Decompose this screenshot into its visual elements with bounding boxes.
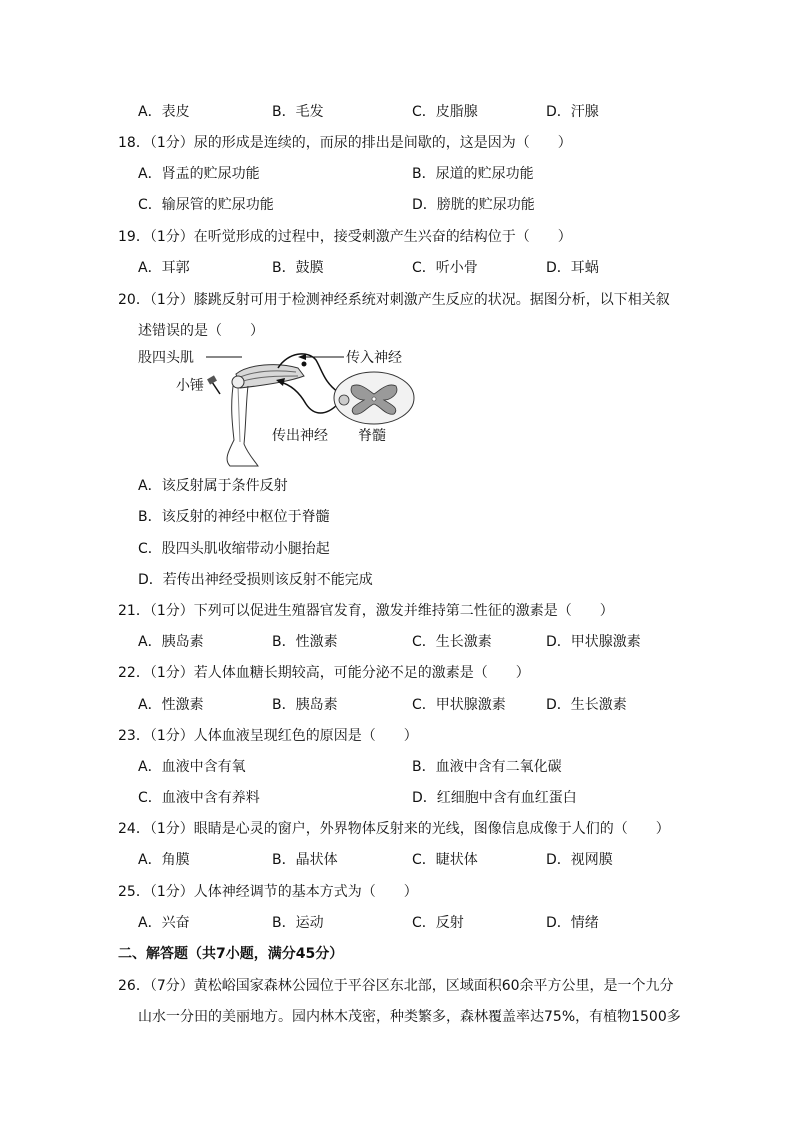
q17-option-d: D．汗腺 [546,104,599,120]
figure-label-muscle: 股四头肌 [138,350,194,366]
knee-reflex-figure [138,342,428,470]
figure-label-afferent: 传入神经 [346,350,402,366]
q21-option-a: A．胰岛素 [138,634,204,650]
q25-option-a: A．兴奋 [138,915,190,931]
q19-option-a: A．耳郭 [138,260,190,276]
q25-option-b: B．运动 [272,915,324,931]
q17-option-a: A．表皮 [138,104,190,120]
q23-option-a: A．血液中含有氧 [138,759,246,775]
figure-label-efferent: 传出神经 [272,428,328,444]
q23-option-c: C．血液中含有养料 [138,790,260,806]
q24-stem: 24．（1分）眼睛是心灵的窗户，外界物体反射来的光线，图像信息成像于人们的（ ） [118,821,670,837]
q18-stem: 18．（1分）尿的形成是连续的，而尿的排出是间歇的，这是因为（ ） [118,135,572,151]
spinal-cord-illustration [334,372,414,424]
q18-option-a: A．肾盂的贮尿功能 [138,166,260,182]
q22-stem: 22．（1分）若人体血糖长期较高，可能分泌不足的激素是（ ） [118,665,530,681]
q23-option-d: D．红细胞中含有血红蛋白 [412,790,577,806]
receptor-dot-icon [302,362,307,367]
section-heading: 二、解答题（共7小题，满分45分） [118,946,344,962]
q26-line1: 26．（7分）黄松峪国家森林公园位于平谷区东北部，区域面积60余平方公里，是一个九分 [118,978,674,994]
q22-option-a: A．性激素 [138,697,204,713]
q17-option-c: C．皮脂腺 [412,104,478,120]
efferent-nerve-path [280,382,338,413]
q23-stem: 23．（1分）人体血液呈现红色的原因是（ ） [118,728,418,744]
q22-option-d: D．生长激素 [546,697,627,713]
figure-label-hammer: 小锤 [176,378,204,394]
q25-option-d: D．情绪 [546,915,599,931]
q18-option-d: D．膀胱的贮尿功能 [412,197,535,213]
q19-stem: 19．（1分）在听觉形成的过程中，接受刺激产生兴奋的结构位于（ ） [118,229,572,245]
leg-illustration [227,365,304,466]
q24-option-c: C．睫状体 [412,852,478,868]
hammer-icon [207,375,220,394]
q25-option-c: C．反射 [412,915,464,931]
q18-option-c: C．输尿管的贮尿功能 [138,197,274,213]
q24-option-b: B．晶状体 [272,852,338,868]
q21-option-b: B．性激素 [272,634,338,650]
q20-option-c: C．股四头肌收缩带动小腿抬起 [138,541,330,557]
afferent-arrow-icon [298,354,306,360]
q22-option-b: B．胰岛素 [272,697,338,713]
figure-label-spinal: 脊髓 [358,428,386,444]
q25-stem: 25．（1分）人体神经调节的基本方式为（ ） [118,884,418,900]
q20-option-d: D．若传出神经受损则该反射不能完成 [138,572,373,588]
q24-option-a: A．角膜 [138,852,190,868]
q20-option-a: A．该反射属于条件反射 [138,478,288,494]
q20-stem-line2: 述错误的是（ ） [138,323,264,339]
q21-option-d: D．甲状腺激素 [546,634,641,650]
q21-stem: 21．（1分）下列可以促进生殖器官发育，激发并维持第二性征的激素是（ ） [118,603,614,619]
q20-stem-line1: 20．（1分）膝跳反射可用于检测神经系统对刺激产生反应的状况。据图分析，以下相关叙 [118,292,670,308]
q26-line2: 山水一分田的美丽地方。园内林木茂密，种类繁多，森林覆盖率达75%，有植物1500多 [138,1009,681,1025]
q24-option-d: D．视网膜 [546,852,613,868]
q18-option-b: B．尿道的贮尿功能 [412,166,534,182]
q20-option-b: B．该反射的神经中枢位于脊髓 [138,509,330,525]
q23-option-b: B．血液中含有二氧化碳 [412,759,562,775]
q17-option-b: B．毛发 [272,104,324,120]
q19-option-b: B．鼓膜 [272,260,324,276]
q22-option-c: C．甲状腺激素 [412,697,506,713]
q19-option-d: D．耳蜗 [546,260,599,276]
q19-option-c: C．听小骨 [412,260,478,276]
q21-option-c: C．生长激素 [412,634,492,650]
